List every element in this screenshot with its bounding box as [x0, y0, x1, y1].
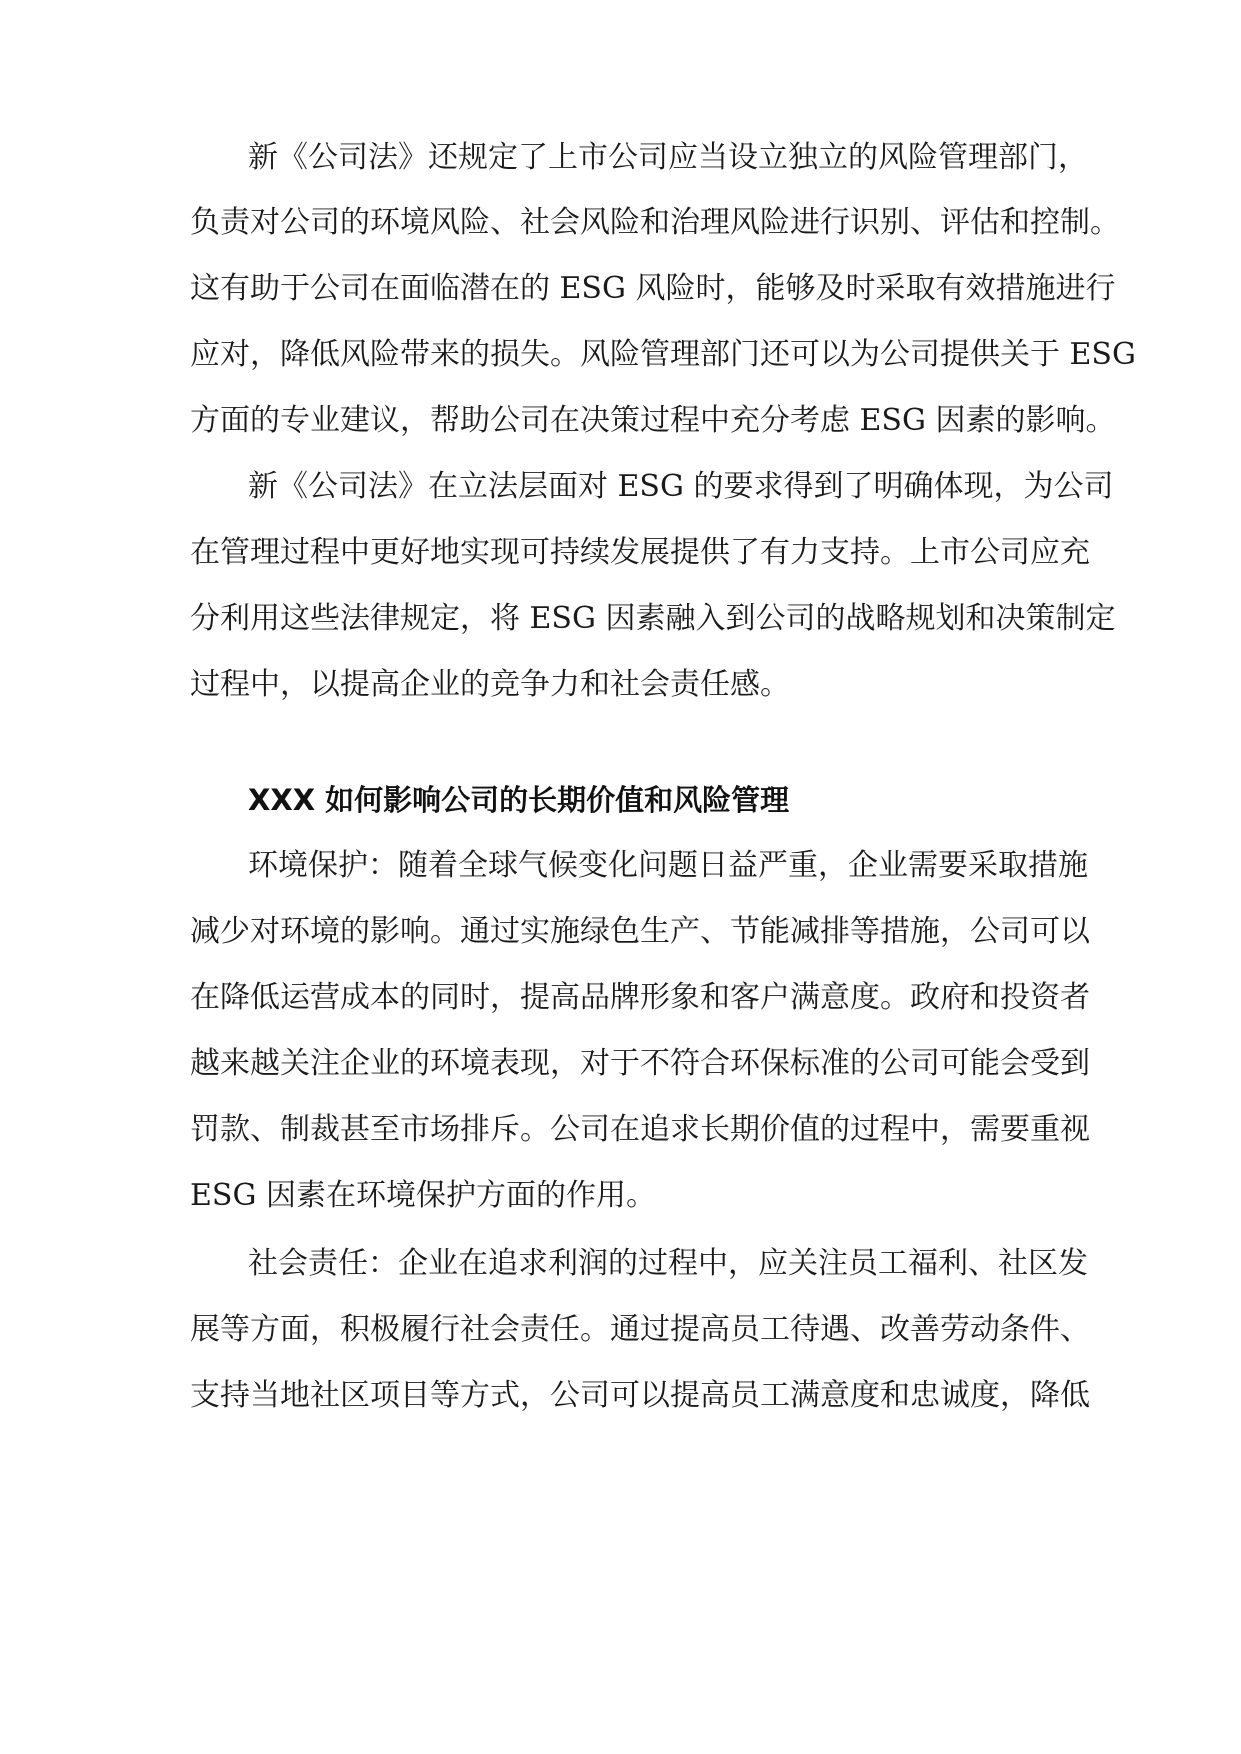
text-line: 支持当地社区项目等方式，公司可以提高员工满意度和忠诚度，降低: [190, 1378, 1090, 1413]
text-line: 分利用这些法律规定，将 ESG 因素融入到公司的战略规划和决策制定: [190, 601, 1116, 636]
section-heading: XXX 如何影响公司的长期价值和风险管理: [248, 783, 790, 817]
text-line: 在管理过程中更好地实现可持续发展提供了有力支持。上市公司应充: [190, 535, 1090, 570]
text-line: 新《公司法》在立法层面对 ESG 的要求得到了明确体现，为公司: [248, 469, 1114, 504]
text-line: 社会责任：企业在追求利润的过程中，应关注员工福利、社区发: [248, 1246, 1088, 1281]
text-line: 减少对环境的影响。通过实施绿色生产、节能减排等措施，公司可以: [190, 914, 1090, 949]
text-line: 过程中，以提高企业的竞争力和社会责任感。: [190, 667, 790, 702]
text-line: 罚款、制裁甚至市场排斥。公司在追求长期价值的过程中，需要重视: [190, 1112, 1090, 1147]
text-line: 方面的专业建议，帮助公司在决策过程中充分考虑 ESG 因素的影响。: [190, 403, 1116, 438]
text-line: 应对，降低风险带来的损失。风险管理部门还可以为公司提供关于 ESG: [190, 337, 1136, 372]
text-line: 展等方面，积极履行社会责任。通过提高员工待遇、改善劳动条件、: [190, 1312, 1090, 1347]
text-line: 在降低运营成本的同时，提高品牌形象和客户满意度。政府和投资者: [190, 980, 1090, 1015]
text-line: 负责对公司的环境风险、社会风险和治理风险进行识别、评估和控制。: [190, 205, 1120, 240]
text-line: ESG 因素在环境保护方面的作用。: [190, 1178, 656, 1213]
text-line: 这有助于公司在面临潜在的 ESG 风险时，能够及时采取有效措施进行: [190, 271, 1116, 306]
text-line: 新《公司法》还规定了上市公司应当设立独立的风险管理部门，: [248, 140, 1088, 175]
text-line: 越来越关注企业的环境表现，对于不符合环保标准的公司可能会受到: [190, 1046, 1090, 1081]
text-line: 环境保护：随着全球气候变化问题日益严重，企业需要采取措施: [248, 848, 1088, 883]
